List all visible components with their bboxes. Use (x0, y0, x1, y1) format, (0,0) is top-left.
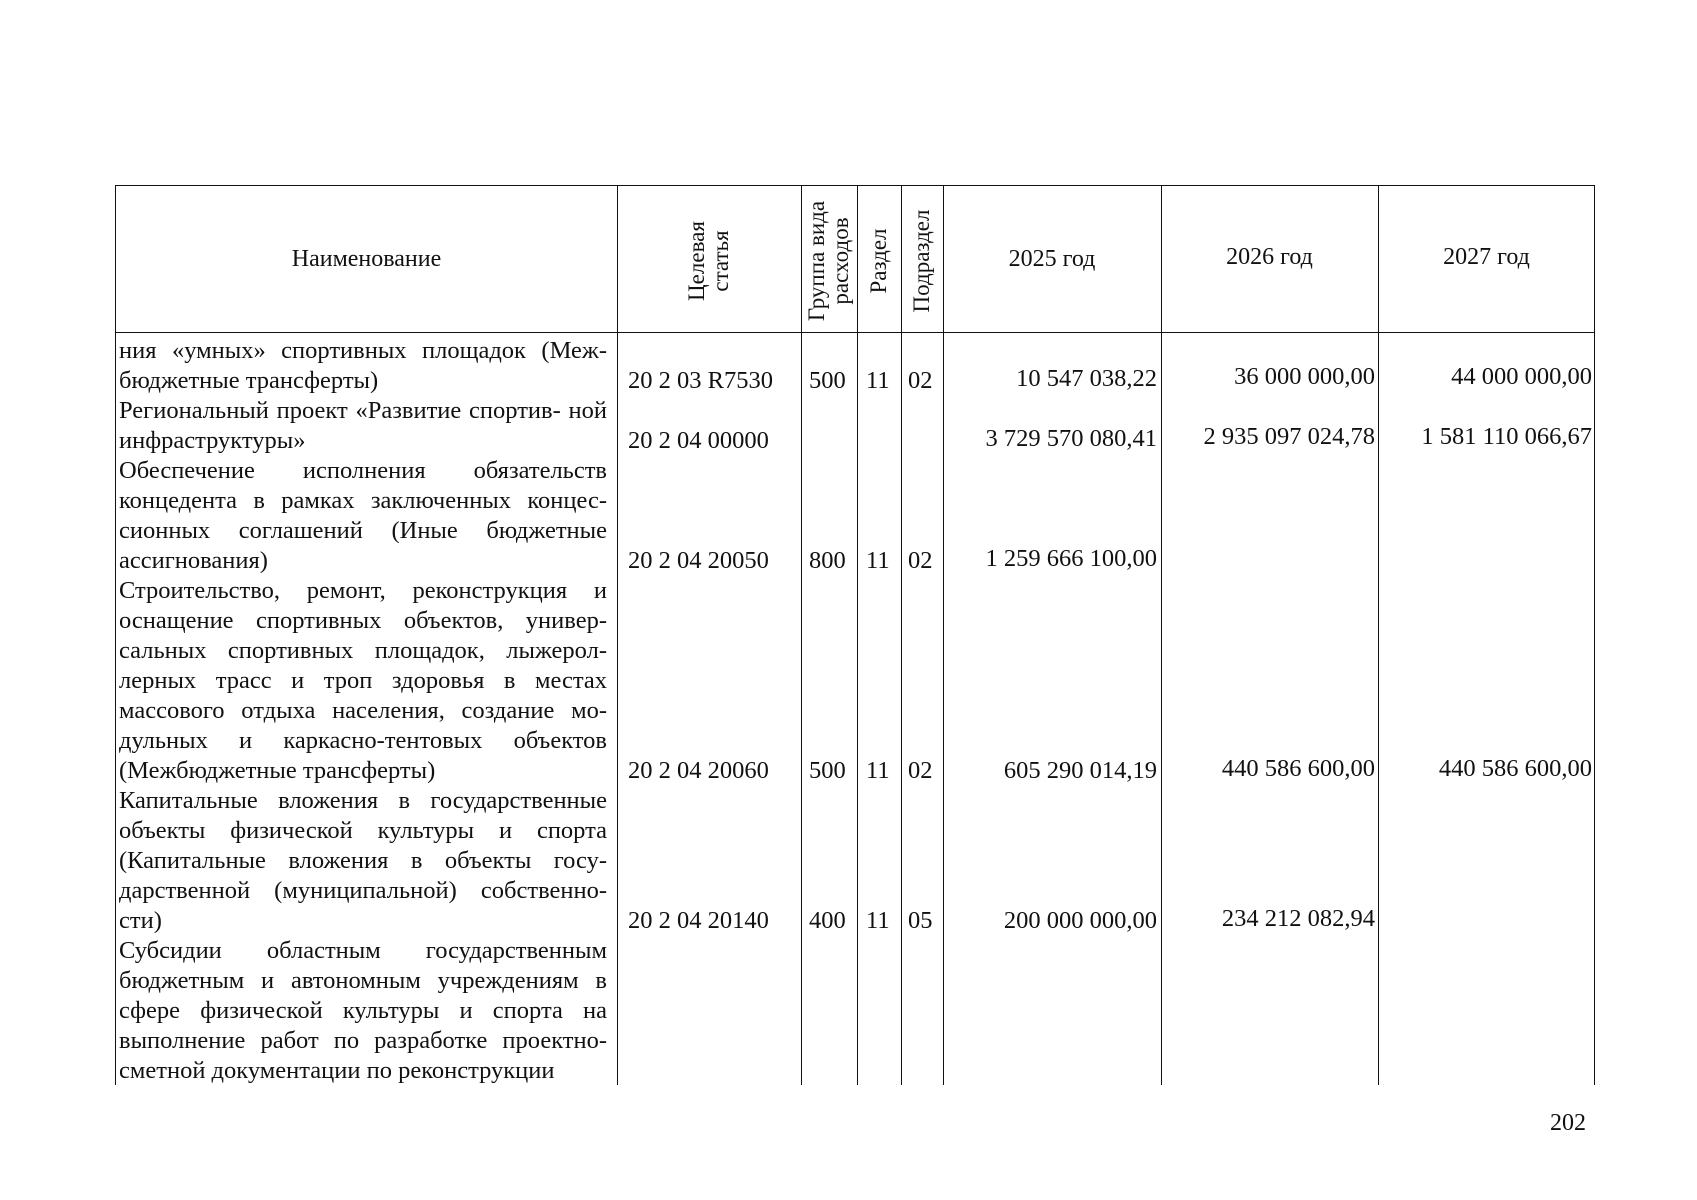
row-section: 11 (866, 907, 890, 934)
row-2025: 1 259 666 100,00 (985, 545, 1157, 572)
col-divider (857, 186, 858, 1085)
header-2026: 2026 год (1226, 244, 1313, 270)
row-section: 11 (866, 547, 890, 574)
row-2025: 3 729 570 080,41 (985, 425, 1157, 452)
row-target: 20 2 04 20060 (628, 757, 769, 784)
row-2027: 440 586 600,00 (1438, 755, 1592, 782)
row-2027: 1 581 110 066,67 (1421, 423, 1592, 450)
row-section: 11 (866, 367, 890, 394)
row-2027: 44 000 000,00 (1451, 363, 1592, 390)
row-group: 400 (809, 907, 846, 934)
page-number: 202 (1550, 1110, 1586, 1136)
col-divider (1161, 186, 1162, 1085)
col-divider (617, 186, 618, 1085)
budget-table (115, 185, 1595, 1085)
row-2026: 234 212 082,94 (1221, 905, 1375, 932)
row-2025: 10 547 038,22 (1016, 365, 1157, 392)
row-target: 20 2 04 20140 (628, 907, 769, 934)
header-2025: 2025 год (1008, 246, 1096, 272)
row-group: 500 (809, 367, 846, 394)
col-divider (901, 186, 902, 1085)
row-name: Капитальные вложения в государственные объекты физической культуры и спорта (Капитальные вложения в объекты госу- дарственной (муниципальной) собственно- сти) (119, 787, 607, 934)
row-name: Обеспечение исполнения обязательств концедента в рамках заключенных концес- сионных соглашений (Иные бюджетные ассигнования) (119, 457, 607, 574)
col-divider (801, 186, 802, 1085)
row-name: Субсидии областным государственным бюджетным и автономным учреждениям в сфере физической культуры и спорта на выполнение работ по разработке проектно- сметной документации по реконструкции (119, 937, 607, 1084)
row-2025: 200 000 000,00 (1003, 907, 1157, 934)
header-divider (116, 332, 1594, 333)
row-name: Региональный проект «Развитие спортив- ной инфраструктуры» (119, 397, 607, 454)
row-subsection: 02 (908, 367, 933, 394)
header-section: Раздел (866, 228, 891, 294)
header-name: Наименование (291, 246, 442, 272)
row-target: 20 2 03 R7530 (628, 367, 773, 394)
row-name: ния «умных» спортивных площадок (Меж- бюджетные трансферты) (119, 337, 607, 394)
header-target-article: Целевая статья (684, 221, 733, 301)
header-expense-group: Группа вида расходов (804, 200, 853, 322)
row-2026: 2 935 097 024,78 (1203, 423, 1375, 450)
row-name: Строительство, ремонт, реконструкция и оснащение спортивных объектов, универ- сальных спортивных площадок, лыжерол- лерных трасс и троп здоровья в местах массового отдыха населения, создание мо- дульных и каркасно-тентовых объектов (Межбюджетные трансферты) (119, 577, 607, 784)
col-divider (943, 186, 944, 1085)
row-group: 500 (809, 757, 846, 784)
header-subsection: Подраздел (909, 209, 934, 313)
row-2026: 36 000 000,00 (1234, 363, 1375, 390)
row-2025: 605 290 014,19 (1003, 757, 1157, 784)
col-divider (1378, 186, 1379, 1085)
row-2026: 440 586 600,00 (1221, 755, 1375, 782)
row-group: 800 (809, 547, 846, 574)
row-subsection: 05 (908, 907, 933, 934)
row-subsection: 02 (908, 757, 933, 784)
row-target: 20 2 04 20050 (628, 547, 769, 574)
row-subsection: 02 (908, 547, 933, 574)
row-section: 11 (866, 757, 890, 784)
row-target: 20 2 04 00000 (628, 427, 769, 454)
header-2027: 2027 год (1443, 244, 1530, 270)
